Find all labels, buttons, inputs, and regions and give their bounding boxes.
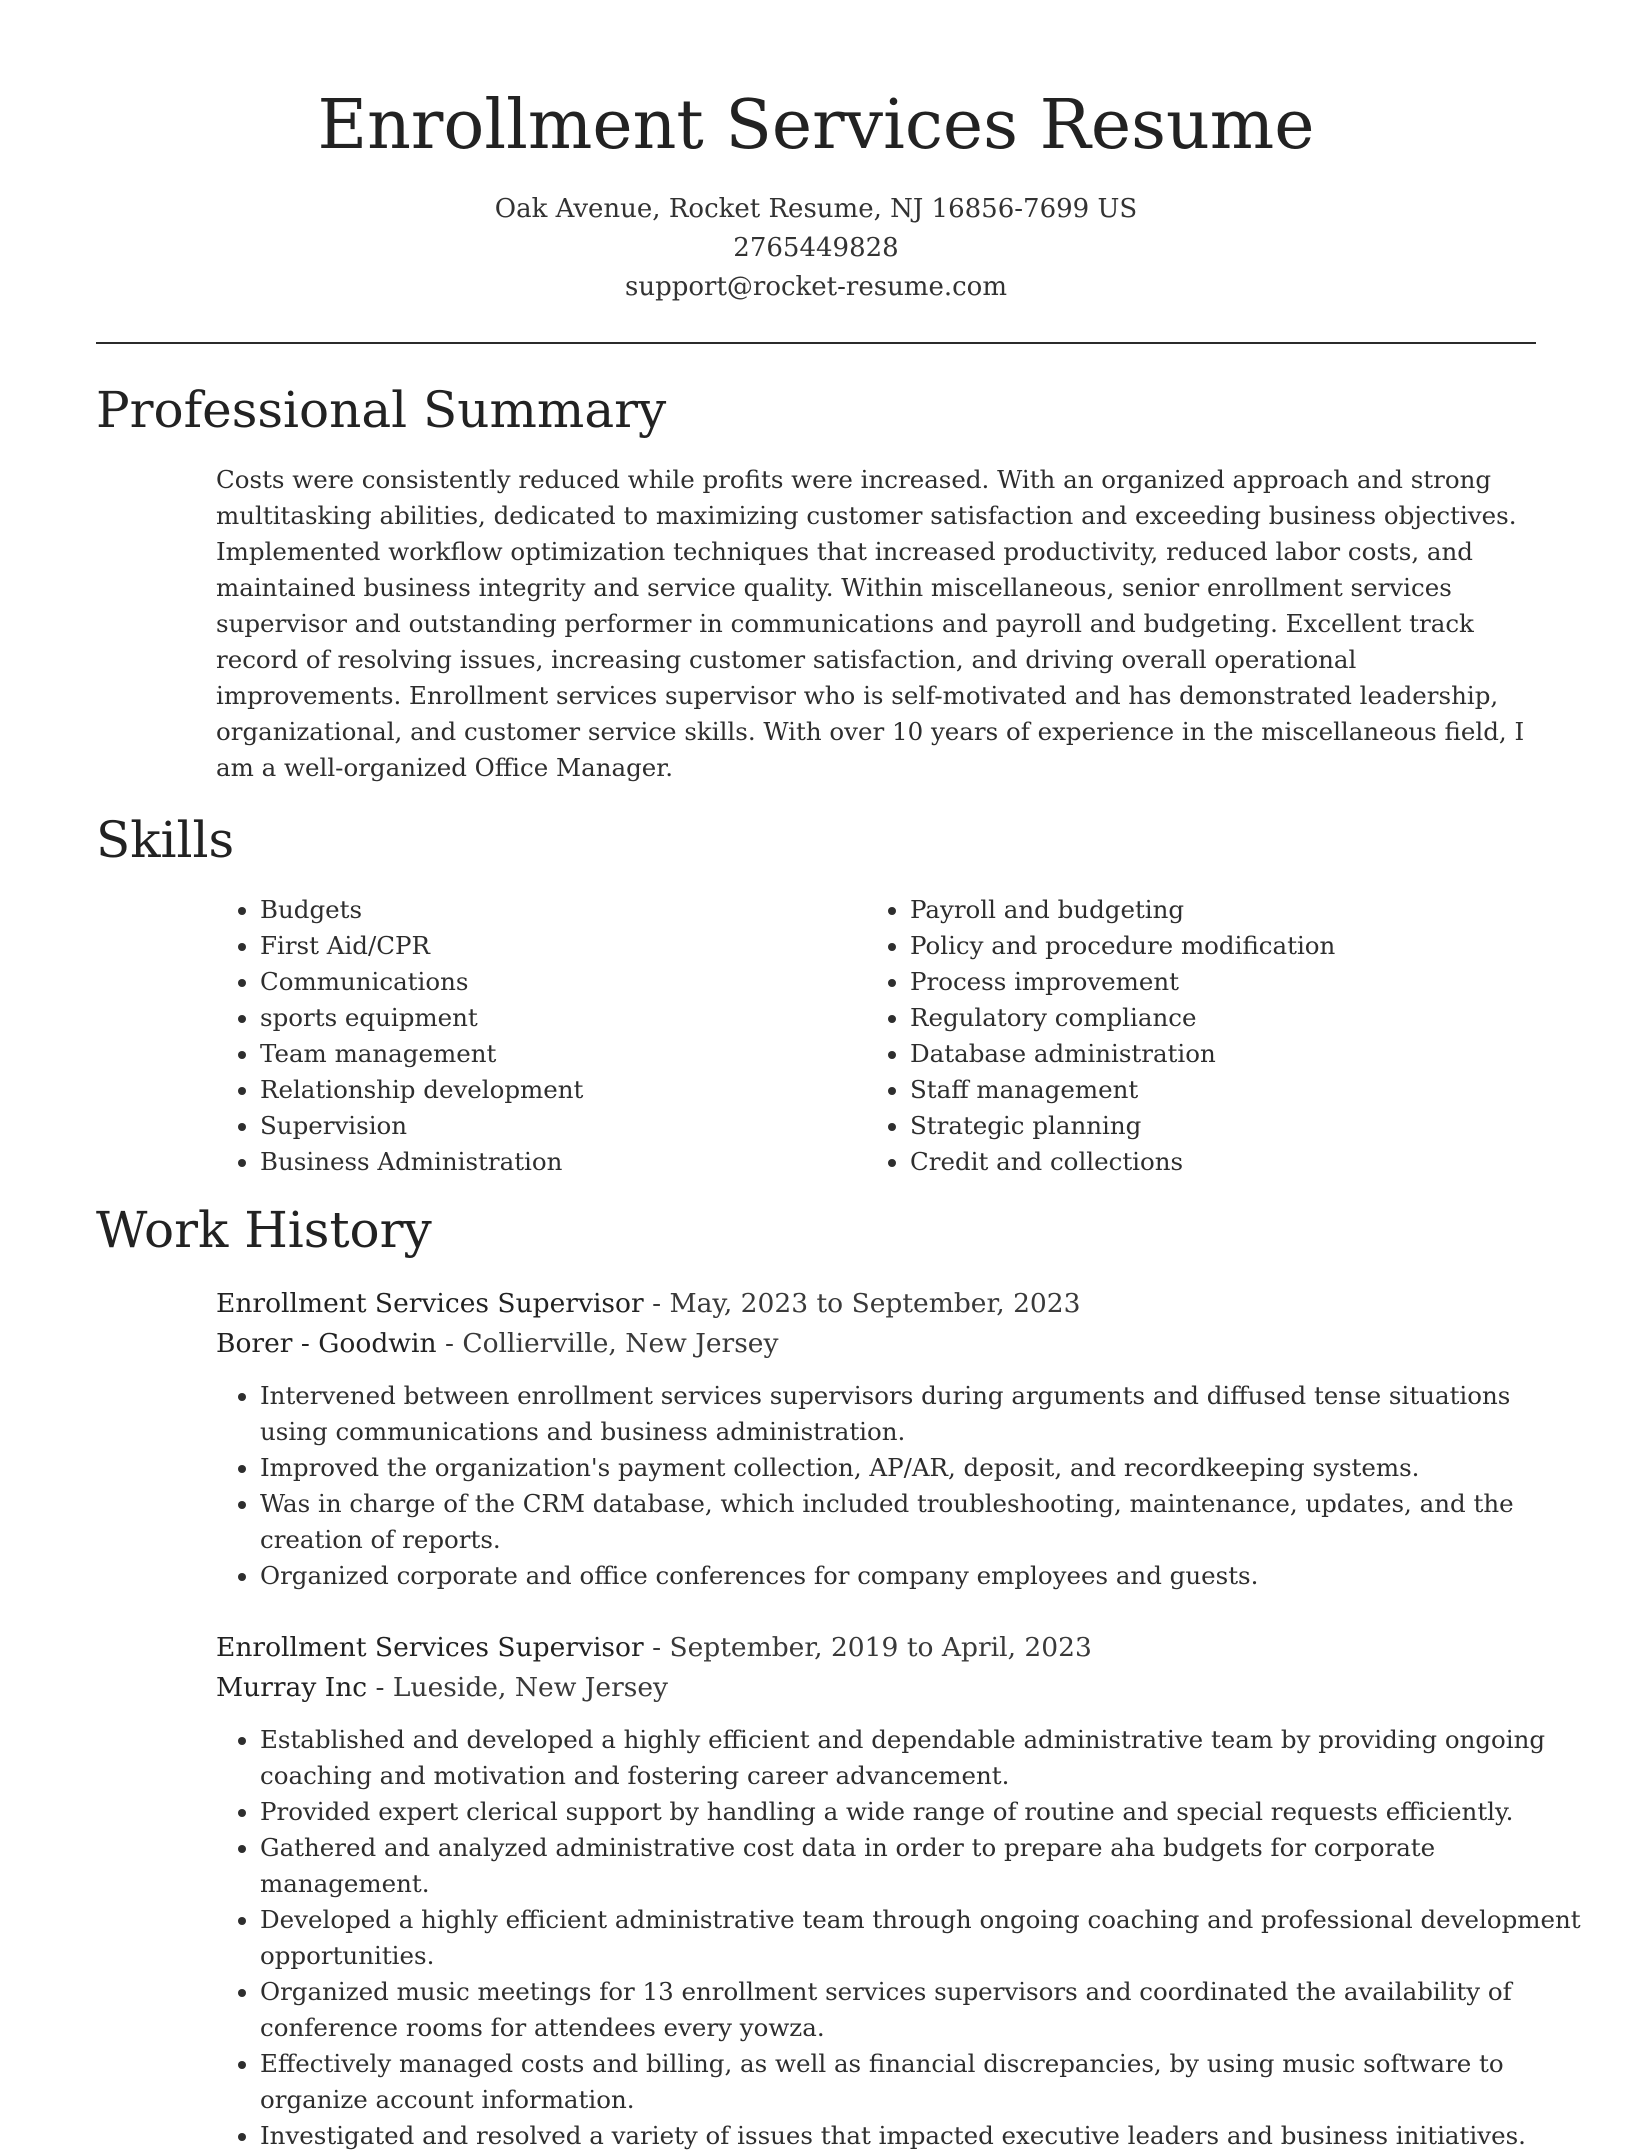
contact-block [0,190,1632,307]
job-company-line [216,1324,778,1364]
job-bullet: • Organized music meetings for 13 enrollment services supervisors and coordinated the availability of conference rooms for attendees every yowza. [260,1974,1585,2046]
job-bullet: • Effectively managed costs and billing, as well as financial discrepancies, by using music software to organize account information. [260,2046,1585,2118]
job-dates: - September, 2019 to April, 2023 [643,1632,1092,1663]
skill-item: • Team management [260,1036,583,1072]
job-location: - Lueside, New Jersey [367,1672,669,1703]
job-title: Enrollment Services Supervisor [216,1288,644,1319]
skill-item: • Database administration [910,1036,1335,1072]
skill-item: • Strategic planning [910,1108,1335,1144]
skill-item: • Process improvement [910,964,1335,1000]
job-title-line [216,1284,1081,1324]
job-bullet: • Provided expert clerical support by handling a wide range of routine and special requests efficiently. [260,1794,1585,1830]
job-location: - Collierville, New Jersey [436,1328,779,1359]
job-company-line [216,1668,668,1708]
skill-item: • Staff management [910,1072,1335,1108]
summary-heading: Professional Summary [96,381,667,439]
skill-item: • Business Administration [260,1144,583,1180]
job-company: Borer - Goodwin [216,1328,437,1359]
skill-item: • First Aid/CPR [260,928,583,964]
job-title: Enrollment Services Supervisor [216,1632,644,1663]
job-bullet: • Developed a highly efficient administrative team through ongoing coaching and professional development opportunities. [260,1902,1585,1974]
skills-list-left [216,892,583,1180]
job-bullet: • Organized corporate and office conferences for company employees and guests. [260,1558,1585,1594]
job-company: Murray Inc [216,1672,368,1703]
job-bullet: • Improved the organization's payment collection, AP/AR, deposit, and recordkeeping systems. [260,1450,1585,1486]
job-bullets [216,1378,1585,1594]
job-title-line [216,1628,1092,1668]
skill-item: • sports equipment [260,1000,583,1036]
contact-address: Oak Avenue, Rocket Resume, NJ 16856-7699 US [494,194,1138,224]
skill-item: • Budgets [260,892,583,928]
job-bullet: • Investigated and resolved a variety of issues that impacted executive leaders and business initiatives. [260,2118,1585,2154]
skill-item: • Policy and procedure modification [910,928,1335,964]
job-bullet: • Intervened between enrollment services supervisors during arguments and diffused tense situations using communications and business administration. [260,1378,1585,1450]
job-bullets [216,1722,1585,2154]
contact-email: support@rocket-resume.com [624,272,1007,302]
summary-text: Costs were consistently reduced while profits were increased. With an organized approach and strong multitasking abilities, dedicated to maximizing customer satisfaction and exceeding business objectives. Implemented workflow optimization techniques that increased productivity, reduced labor costs, and maintained business integrity and service quality. Within miscellaneous, senior enrollment services supervisor and outstanding performer in communications and payroll and budgeting. Excellent track record of resolving issues, increasing customer satisfaction, and driving overall operational improvements. Enrollment services supervisor who is self-motivated and has demonstrated leadership, organizational, and customer service skills. With over 10 years of experience in the miscellaneous field, I am a well-organized Office Manager. [216,465,1525,782]
job-bullet: • Was in charge of the CRM database, which included troubleshooting, maintenance, updates, and the creation of reports. [260,1486,1585,1558]
header-divider [96,342,1536,344]
skills-list-right [866,892,1335,1180]
resume-title: Enrollment Services Resume [317,86,1315,165]
job-dates: - May, 2023 to September, 2023 [643,1288,1081,1319]
work-history-heading: Work History [96,1201,432,1259]
skill-item: • Relationship development [260,1072,583,1108]
job-bullet: • Gathered and analyzed administrative cost data in order to prepare aha budgets for corporate management. [260,1830,1585,1902]
skill-item: • Supervision [260,1108,583,1144]
skill-item: • Communications [260,964,583,1000]
skills-heading: Skills [96,811,235,869]
skill-item: • Regulatory compliance [910,1000,1335,1036]
job-bullet: • Established and developed a highly efficient and dependable administrative team by providing ongoing coaching and motivation and fostering career advancement. [260,1722,1585,1794]
skill-item: • Credit and collections [910,1144,1335,1180]
contact-phone: 2765449828 [733,233,899,263]
skill-item: • Payroll and budgeting [910,892,1335,928]
